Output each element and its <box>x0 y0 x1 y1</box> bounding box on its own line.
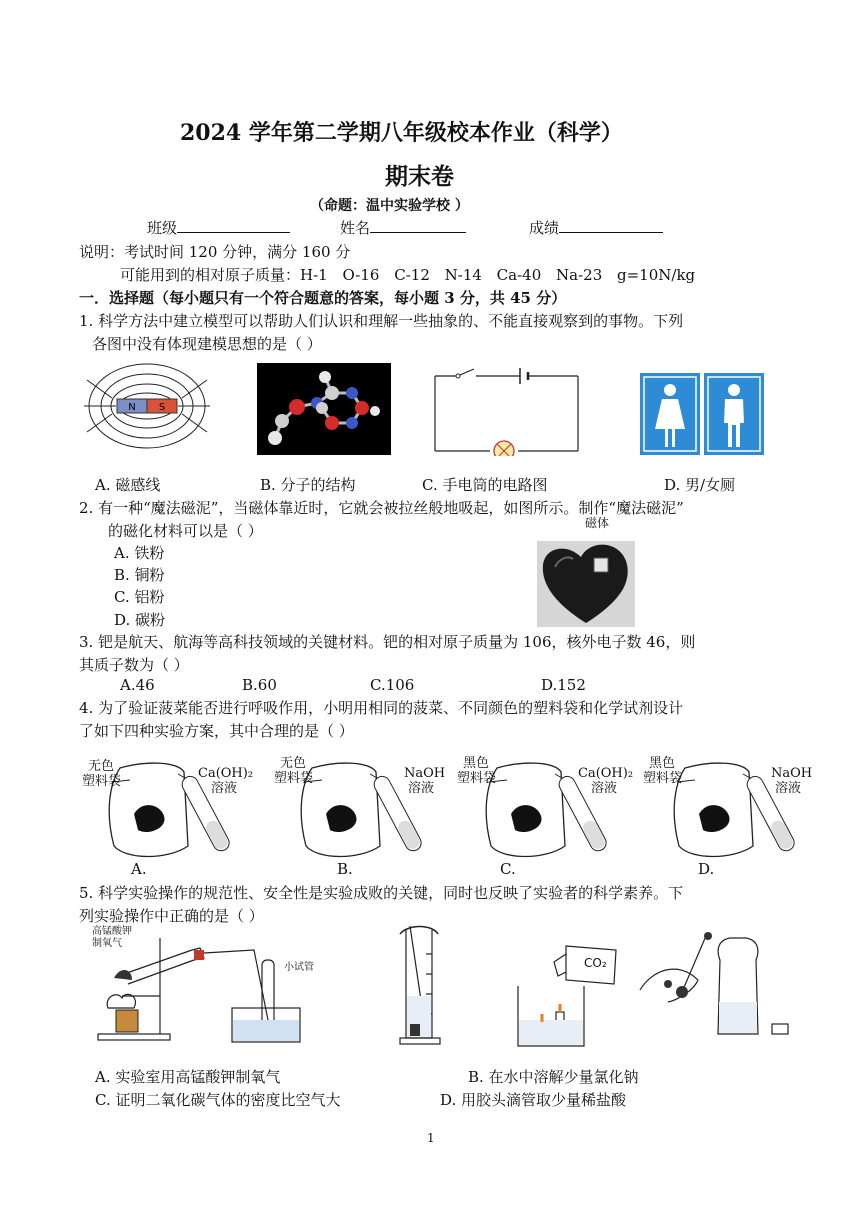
q4b-solution-label: 溶液 <box>408 781 435 796</box>
q3-option-a: A.46 <box>120 676 155 694</box>
name-field <box>340 217 466 238</box>
author-line: （命题：温中实验学校 ） <box>310 198 469 214</box>
q5-option-d: D. 用胶头滴管取少量稀盐酸 <box>440 1091 627 1109</box>
q5a-label2: 制氧气 <box>92 938 122 949</box>
q1-option-b: B. 分子的结构 <box>260 476 356 494</box>
class-field <box>147 217 290 238</box>
q4c-solution-label: 溶液 <box>591 781 618 796</box>
q4a-bag-color: 无色 <box>88 759 115 774</box>
q4-setup-b <box>270 756 446 860</box>
q4c-bag-label: 塑料袋 <box>457 771 497 786</box>
q4a-solution: Ca(OH)₂ <box>198 766 254 781</box>
q5-figure-b <box>398 924 442 1046</box>
q2-option-d: D. 碳粉 <box>114 611 166 629</box>
page-title: 2024 学年第二学期八年级校本作业（科学） <box>180 120 623 146</box>
q5-figure-a <box>92 926 314 1048</box>
q2-option-a: A. 铁粉 <box>114 544 165 562</box>
q3-stem-line2: 其质子数为（ ） <box>79 656 189 674</box>
page-number: 1 <box>427 1131 435 1145</box>
restroom-sign-figure <box>640 373 764 457</box>
name-label: 姓名 <box>340 219 371 237</box>
q4-option-d: D. <box>698 860 715 878</box>
q4b-solution: NaOH <box>404 766 446 781</box>
q2-option-c: C. 铝粉 <box>114 588 165 606</box>
q2-stem-line2: 的磁化材料可以是（ ） <box>108 522 263 540</box>
magnet-s-label: S <box>158 402 166 413</box>
page-subtitle: 期末卷 <box>385 163 454 190</box>
q4a-bag-label: 塑料袋 <box>82 774 122 789</box>
q4-setup-c <box>455 756 634 860</box>
molecule-figure <box>257 363 391 455</box>
magnet-label: 磁体 <box>585 516 610 530</box>
q4b-bag-label: 塑料袋 <box>274 771 314 786</box>
q5-figure-c <box>512 942 622 1048</box>
circuit-figure <box>432 366 582 456</box>
q5a-label1: 高锰酸钾 <box>92 926 132 937</box>
instructions-line1: 说明：考试时间 120 分钟，满分 160 分 <box>79 243 351 261</box>
instructions-line2: 可能用到的相对原子质量：H-1 O-16 C-12 N-14 Ca-40 Na-23 g=10N/kg <box>120 266 696 284</box>
q5-option-b: B. 在水中溶解少量氯化钠 <box>468 1068 639 1086</box>
q4c-bag-color: 黑色 <box>463 756 490 771</box>
score-field <box>529 217 663 238</box>
q2-stem-line1: 2. 有一种“魔法磁泥”，当磁体靠近时，它就会被拉丝般地吸起，如图所示。制作“魔法磁泥” <box>79 499 684 517</box>
q4d-solution-label: 溶液 <box>775 781 802 796</box>
q4d-solution: NaOH <box>771 766 813 781</box>
magnet-n-label: N <box>128 402 136 413</box>
q1-option-d: D. 男/女厕 <box>664 476 736 494</box>
magnetic-slime-figure <box>537 541 635 627</box>
q5-stem-line1: 5. 科学实验操作的规范性、安全性是实验成败的关键，同时也反映了实验者的科学素养。下 <box>79 884 684 902</box>
q3-option-d: D.152 <box>541 676 586 694</box>
q4d-bag-color: 黑色 <box>649 756 676 771</box>
q5-option-c: C. 证明二氧化碳气体的密度比空气大 <box>95 1091 341 1109</box>
q3-option-b: B.60 <box>242 676 277 694</box>
q3-stem-line1: 3. 钯是航天、航海等高科技领域的关键材料。钯的相对原子质量为 106，核外电子数 46，则 <box>79 633 696 651</box>
name-blank <box>370 218 466 233</box>
q1-option-a: A. 磁感线 <box>95 476 161 494</box>
q4-setup-d <box>643 756 819 860</box>
q4-stem-line1: 4. 为了验证菠菜能否进行呼吸作用，小明用相同的菠菜、不同颜色的塑料袋和化学试剂设计 <box>79 699 684 717</box>
q4d-bag-label: 塑料袋 <box>643 771 683 786</box>
q4-option-b: B. <box>337 860 353 878</box>
magnetic-field-figure <box>82 360 212 452</box>
q4a-solution-label: 溶液 <box>211 781 238 796</box>
q4-setup-a <box>78 756 254 860</box>
q4b-bag-color: 无色 <box>280 756 307 771</box>
q3-option-c: C.106 <box>370 676 415 694</box>
score-blank <box>559 218 663 233</box>
co2-label: CO₂ <box>584 956 607 970</box>
q2-option-b: B. 铜粉 <box>114 566 165 584</box>
q1-option-c: C. 手电筒的电路图 <box>422 476 548 494</box>
class-label: 班级 <box>147 219 178 237</box>
score-label: 成绩 <box>529 219 560 237</box>
q4c-solution: Ca(OH)₂ <box>578 766 634 781</box>
q5-figure-d <box>638 930 794 1040</box>
q1-stem-line1: 1. 科学方法中建立模型可以帮助人们认识和理解一些抽象的、不能直接观察到的事物。下列 <box>79 312 684 330</box>
section-heading: 一．选择题（每小题只有一个符合题意的答案，每小题 3 分，共 45 分） <box>79 289 567 307</box>
q4-option-a: A. <box>131 860 147 878</box>
q5-option-a: A. 实验室用高锰酸钾制氧气 <box>95 1068 281 1086</box>
class-blank <box>177 218 290 233</box>
q5-stem-line2: 列实验操作中正确的是（ ） <box>79 907 264 925</box>
q4-stem-line2: 了如下四种实验方案，其中合理的是（ ） <box>79 722 354 740</box>
q4-option-c: C. <box>500 860 516 878</box>
q1-stem-line2: 各图中没有体现建模思想的是（ ） <box>92 335 322 353</box>
q5a-tube-label: 小试管 <box>284 962 314 973</box>
